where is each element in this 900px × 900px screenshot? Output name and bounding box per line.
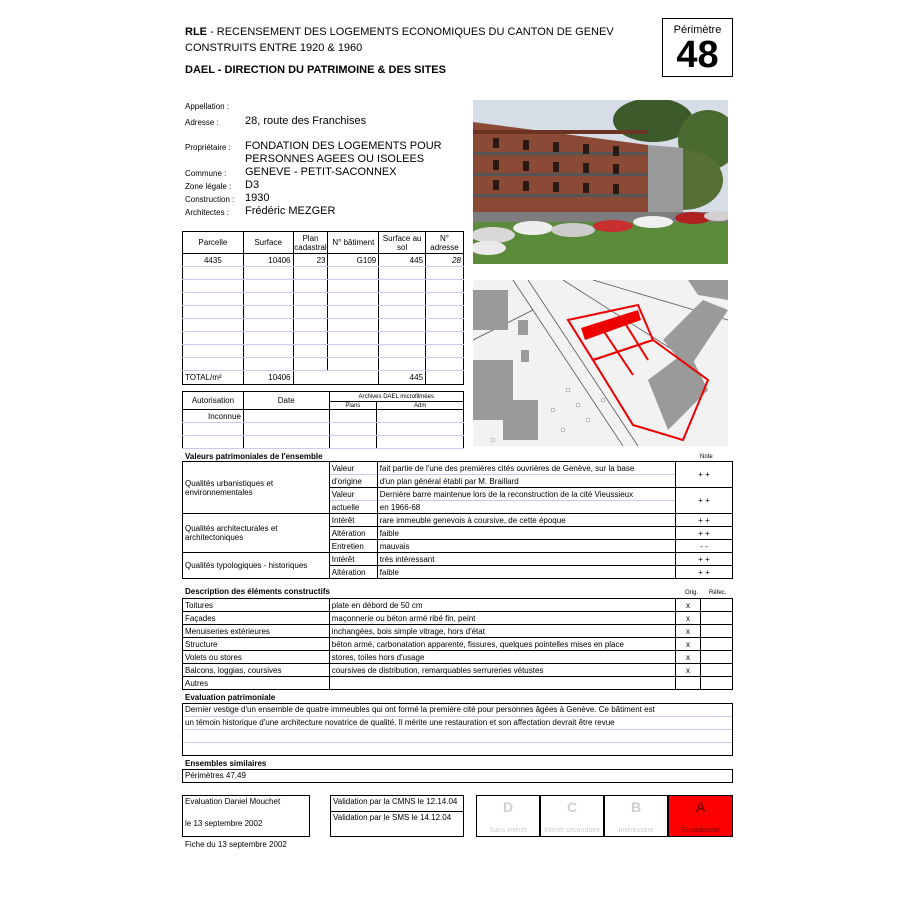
cell-adresse: 28 bbox=[426, 254, 464, 267]
grade-b-text: Intéressant bbox=[618, 827, 654, 834]
col-header-surface: Surface bbox=[243, 232, 293, 254]
col-header-surface-sol: Surface au sol bbox=[379, 232, 426, 254]
grade-d-letter: D bbox=[502, 799, 514, 815]
description-title: Description des éléments constructifs bbox=[185, 587, 330, 596]
desc-text: coursives de distribution, remarquables serrureries vétustes bbox=[329, 664, 675, 677]
total-row bbox=[183, 371, 464, 385]
date-header: Date bbox=[243, 392, 329, 410]
proprietaire-value-2: PERSONNES AGEES OU ISOLEES bbox=[245, 153, 425, 165]
refec-label: Réfec. bbox=[709, 590, 727, 596]
col-header-no-adresse: N° adresse bbox=[426, 232, 464, 254]
adresse-label: Adresse : bbox=[185, 118, 219, 127]
valeur-sub: Valeur bbox=[329, 462, 377, 475]
valeur-sub: Intérêt bbox=[329, 514, 377, 527]
validation-sms: Validation par le SMS le 14.12.04 bbox=[333, 813, 452, 822]
architectes-label: Architectes : bbox=[185, 208, 230, 217]
evaluation-box bbox=[182, 703, 733, 756]
ensembles-box: Périmètres 47,49 bbox=[182, 769, 733, 783]
fiche-date: Fiche du 13 septembre 2002 bbox=[185, 840, 287, 849]
valeur-cat-urbanistiques: Qualités urbanistiques et environnementales bbox=[183, 462, 330, 514]
valeur-text: Dernière barre maintenue lors de la reconstruction de la cité Vieussieux bbox=[377, 488, 675, 501]
desc-name: Toitures bbox=[183, 599, 330, 612]
valeur-note: + + bbox=[676, 527, 733, 540]
cadastral-map bbox=[473, 280, 728, 446]
grade-b bbox=[604, 795, 668, 837]
parcel-table bbox=[182, 231, 464, 385]
desc-orig: x bbox=[676, 625, 701, 638]
grade-a-letter: A bbox=[695, 799, 706, 815]
valeur-text: très intéressant bbox=[377, 553, 675, 566]
authorization-table bbox=[182, 391, 464, 449]
desc-orig bbox=[676, 677, 701, 690]
table-row bbox=[183, 625, 733, 638]
perimetre-number: 48 bbox=[676, 34, 719, 76]
desc-text: plate en débord de 50 cm bbox=[329, 599, 675, 612]
grade-b-letter: B bbox=[630, 799, 642, 815]
validation-cmns: Validation par la CMNS le 12.14.04 bbox=[331, 796, 463, 812]
valeur-text: fait partie de l'une des premières cités ouvrières de Genève, sur la base bbox=[377, 462, 675, 475]
grade-d-text: Sans intérêt bbox=[489, 827, 527, 834]
valeur-sub: Entretien bbox=[329, 540, 377, 553]
desc-name: Balcons, loggias, coursives bbox=[183, 664, 330, 677]
valeur-sub: Altération bbox=[329, 566, 377, 579]
valeur-note: + + bbox=[676, 462, 733, 488]
col-header-plan-cadastral: Plan cadastral bbox=[294, 233, 327, 252]
desc-text: maçonnerie ou béton armé ribé fin, peint bbox=[329, 612, 675, 625]
valeur-cat-architecturales: Qualités architecturales et architectoniques bbox=[183, 514, 330, 553]
desc-name: Menuiseries extérieures bbox=[183, 625, 330, 638]
header-line-2: CONSTRUITS ENTRE 1920 & 1960 bbox=[185, 42, 363, 54]
zone-label: Zone légale : bbox=[185, 182, 232, 191]
evaluation-title: Evaluation patrimoniale bbox=[185, 693, 276, 702]
perimetre-label: Périmètre bbox=[673, 24, 722, 36]
valeur-text: faible bbox=[377, 566, 675, 579]
validation-box bbox=[330, 795, 464, 837]
valeur-sub: Valeur bbox=[329, 488, 377, 501]
table-row bbox=[183, 612, 733, 625]
autorisation-header: Autorisation bbox=[183, 392, 244, 410]
grade-a bbox=[668, 795, 733, 837]
header-rle-rest: - RECENSEMENT DES LOGEMENTS ECONOMIQUES DU CANTON DE GENEV bbox=[207, 26, 614, 38]
cell-surface: 10406 bbox=[243, 254, 293, 267]
valeur-text: faible bbox=[377, 527, 675, 540]
col-header-parcelle: Parcelle bbox=[183, 232, 244, 254]
appellation-label: Appellation : bbox=[185, 102, 230, 111]
grade-c-text: Intérêt secondaire bbox=[543, 827, 601, 834]
header-rle: RLE bbox=[185, 26, 207, 38]
table-row bbox=[183, 254, 464, 267]
eval-date: le 13 septembre 2002 bbox=[185, 819, 263, 828]
cell-plan: 23 bbox=[293, 254, 328, 267]
desc-orig: x bbox=[676, 599, 701, 612]
desc-name: Volets ou stores bbox=[183, 651, 330, 664]
perimetre-box bbox=[662, 18, 733, 77]
table-row bbox=[183, 651, 733, 664]
architectes-value: Frédéric MEZGER bbox=[245, 205, 336, 217]
grade-c bbox=[540, 795, 604, 837]
valeurs-title: Valeurs patrimoniales de l'ensemble bbox=[185, 452, 323, 461]
valeur-note: + + bbox=[676, 566, 733, 579]
header-line-3: DAEL - DIRECTION DU PATRIMOINE & DES SITES bbox=[185, 64, 446, 76]
autorisation-value: Inconnue bbox=[183, 410, 244, 423]
ensembles-title: Ensembles similaires bbox=[185, 759, 267, 768]
cell-parcelle: 4435 bbox=[183, 254, 244, 267]
cell-batiment: G109 bbox=[328, 254, 379, 267]
desc-orig: x bbox=[676, 612, 701, 625]
valeur-note: + + bbox=[676, 514, 733, 527]
valeur-sub: actuelle bbox=[329, 501, 377, 514]
desc-text bbox=[329, 677, 675, 690]
table-row bbox=[183, 664, 733, 677]
desc-name: Structure bbox=[183, 638, 330, 651]
valeur-sub: Altération bbox=[329, 527, 377, 540]
grade-c-letter: C bbox=[566, 799, 578, 815]
evaluation-line-1: Dernier vestige d'un ensemble de quatre immeubles qui ont formé la première cité pour personnes âgées à Genève. Ce bâtiment est bbox=[183, 704, 732, 717]
eval-by: Evaluation Daniel Mouchet bbox=[185, 797, 281, 806]
adresse-value: 28, route des Franchises bbox=[245, 115, 367, 127]
table-row bbox=[183, 599, 733, 612]
valeur-text: rare immeuble genevois à coursive, de cette époque bbox=[377, 514, 675, 527]
commune-value: GENEVE - PETIT-SACONNEX bbox=[245, 166, 397, 178]
total-surface-sol: 445 bbox=[379, 371, 426, 385]
desc-orig: x bbox=[676, 651, 701, 664]
header-line-1 bbox=[185, 24, 614, 40]
plans-header: Plans bbox=[329, 402, 377, 410]
desc-orig: x bbox=[676, 664, 701, 677]
grade-a-text: Exceptionnel bbox=[680, 827, 721, 834]
col-header-no-batiment: N° bâtiment bbox=[328, 232, 379, 254]
desc-orig: x bbox=[676, 638, 701, 651]
valeurs-table bbox=[182, 461, 733, 579]
cell-surface-sol: 445 bbox=[379, 254, 426, 267]
proprietaire-label: Propriétaire : bbox=[185, 143, 231, 152]
orig-label: Orig. bbox=[685, 590, 699, 596]
zone-value: D3 bbox=[245, 179, 260, 191]
construction-value: 1930 bbox=[245, 192, 270, 204]
valeur-cat-typologiques: Qualités typologiques - historiques bbox=[183, 553, 330, 579]
adm-header: Adm bbox=[377, 402, 464, 410]
desc-name: Autres bbox=[183, 677, 330, 690]
building-photo bbox=[473, 100, 728, 264]
total-label: TOTAL/m² bbox=[183, 371, 244, 385]
proprietaire-value-1: FONDATION DES LOGEMENTS POUR bbox=[245, 140, 442, 152]
valeur-sub: d'origine bbox=[329, 475, 377, 488]
construction-label: Construction : bbox=[185, 195, 235, 204]
total-surface: 10406 bbox=[243, 371, 293, 385]
valeur-note: + + bbox=[676, 488, 733, 514]
desc-text: stores, toiles hors d'usage bbox=[329, 651, 675, 664]
valeur-text: en 1966-68 bbox=[377, 501, 675, 514]
commune-label: Commune : bbox=[185, 169, 227, 178]
valeur-sub: Intérêt bbox=[329, 553, 377, 566]
grade-d bbox=[476, 795, 540, 837]
table-row bbox=[183, 677, 733, 690]
note-label: Note bbox=[700, 454, 713, 460]
valeur-text: d'un plan général établi par M. Braillard bbox=[377, 475, 675, 488]
desc-text: béton armé, carbonatation apparente, fissures, quelques pointelles mises en place bbox=[329, 638, 675, 651]
valeur-text: mauvais bbox=[377, 540, 675, 553]
desc-text: inchangées, bois simple vitrage, hors d'état bbox=[329, 625, 675, 638]
valeur-note: - - bbox=[676, 540, 733, 553]
desc-name: Façades bbox=[183, 612, 330, 625]
valeur-note: + + bbox=[676, 553, 733, 566]
evaluation-by-box bbox=[182, 795, 310, 837]
table-row bbox=[183, 638, 733, 651]
description-table bbox=[182, 598, 733, 690]
evaluation-line-2: un témoin historique d'une architecture novatrice de qualité. Il mérite une restauration et son affectation devrait être revue bbox=[183, 717, 732, 730]
archives-header: Archives DAEL microfilmées bbox=[329, 392, 463, 402]
